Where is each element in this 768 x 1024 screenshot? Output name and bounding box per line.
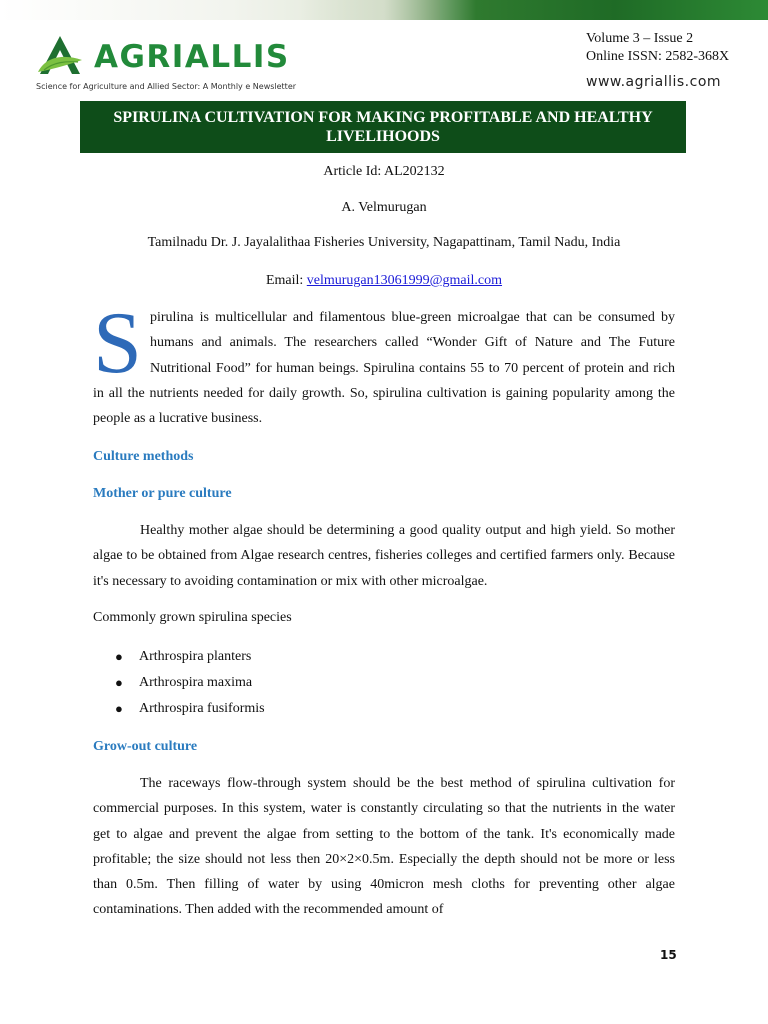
bullet-icon: ● [115, 701, 123, 716]
page-number: 15 [660, 948, 677, 962]
header-band [0, 0, 768, 20]
leaf-a-logo-icon [34, 34, 86, 78]
heading-culture-methods: Culture methods [93, 449, 194, 464]
author-name: A. Velmurugan [341, 200, 427, 215]
website-url[interactable]: www.agriallis.com [586, 74, 722, 90]
bullet-icon: ● [115, 649, 123, 664]
growout-paragraph: The raceways flow-through system should be the best method of spirulina cultivation for commercial purposes. In this system, water is constantly circulating so that the nutrients in the water get to algae and prevent the algae from setting to the bottom of the tank. It's economically made profitable; the size should not less then 20×2×0.5m. Especially the depth should not be more or less than 0.5m. Then filling of water by using 40micron mesh cloths for preventing other algae contaminations. Then added with the recommended amount of [93, 776, 675, 918]
species-list [93, 644, 265, 722]
mother-culture-paragraph: Healthy mother algae should be determining a good quality output and high yield. So mother algae to be obtained from Algae research centres, fisheries colleges and certified farmers only. Because it's necessary to avoiding contamination or mix with other microalgae. [93, 523, 675, 589]
list-item: ● Arthrospira maxima [93, 670, 265, 696]
article-title: SPIRULINA CULTIVATION FOR MAKING PROFITABLE AND HEALTHY LIVELIHOODS [80, 101, 686, 153]
email-line [0, 273, 768, 289]
volume-issue: Volume 3 – Issue 2 [586, 31, 694, 46]
logo-tagline: Science for Agriculture and Allied Sector: A Monthly e Newsletter [36, 82, 297, 91]
bullet-icon: ● [115, 675, 123, 690]
issue-info [586, 30, 729, 66]
heading-mother-culture: Mother or pure culture [93, 486, 232, 501]
email-link[interactable]: velmurugan13061999@gmail.com [306, 273, 503, 288]
heading-growout-culture: Grow-out culture [93, 739, 198, 754]
species-intro: Commonly grown spirulina species [93, 610, 292, 625]
author-affiliation: Tamilnadu Dr. J. Jayalalithaa Fisheries University, Nagapattinam, Tamil Nadu, India [147, 235, 621, 250]
agriallis-logo [34, 34, 334, 94]
list-item: ● Arthrospira fusiformis [93, 696, 265, 722]
article-id: Article Id: AL202132 [323, 164, 445, 179]
intro-paragraph [93, 295, 675, 431]
email-label: Email: [265, 273, 307, 288]
list-item: ● Arthrospira planters [93, 644, 265, 670]
issn: Online ISSN: 2582-368X [586, 49, 730, 64]
intro-text: pirulina is multicellular and filamentous blue-green microalgae that can be consumed by humans and animals. The researchers called “Wonder Gift of Nature and The Future Nutritional Food” for human beings. Spirulina contains 55 to 70 percent of protein and rich in all the nutrients needed for daily growth. So, spirulina cultivation is gaining popularity among the people as a lucrative business. [93, 310, 675, 427]
logo-wordmark: AGRIALLIS [94, 39, 290, 75]
drop-cap: S [93, 295, 142, 392]
